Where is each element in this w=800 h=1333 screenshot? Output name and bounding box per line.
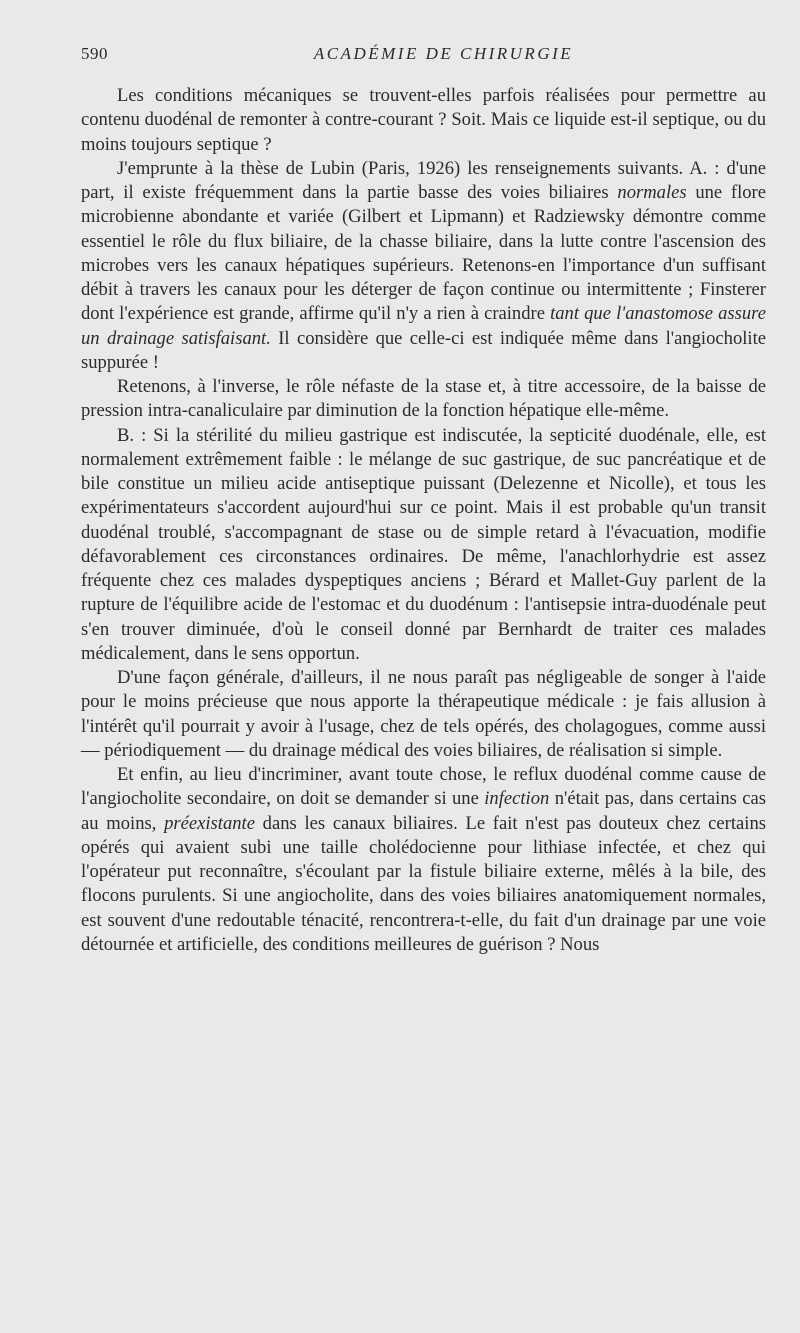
text-run: Et enfin, au lieu d'incriminer, avant toute chose, le reflux duodénal comme cause de l'angiocholite secondaire, on doit se demander si une — [81, 764, 766, 810]
italic-text: normales — [617, 182, 687, 203]
text-run: Retenons, à l'inverse, le rôle néfaste de la stase et, à titre accessoire, de la baisse de pression intra-canaliculaire par diminution de la fonction hépatique elle-même. — [81, 376, 766, 422]
text-run: dans les canaux biliaires. Le fait n'est pas douteux chez certains opérés qui avaient subi une taille cholédocienne pour lithiase infectée, et chez qui l'opérateur put reconnaître, s'écoulant par la fistule biliaire externe, mêlés à la bile, des flocons purulents. Si une angiocholite, dans des voies biliaires anatomiquement normales, est souvent d'une redoutable ténacité, rencontrera-t-elle, du fait d'un drainage par une voie détournée et artificielle, des conditions meilleures de guérison ? Nous — [81, 812, 766, 955]
running-title: ACADÉMIE DE CHIRURGIE — [313, 44, 574, 63]
page-header — [81, 44, 766, 70]
text-run: B. : Si la stérilité du milieu gastrique est indiscutée, la septicité duodénale, elle, est normalement extrêmement faible : le mélange de suc gastrique, de suc pancréatique et de bile constitue un milieu acide antiseptique puissant (Delezenne et Nicolle), et tous les expérimentateurs s'accordent aujourd'hui sur ce point. Mais il est probable qu'un transit duodénal troublé, s'accompagnant de stase ou de simple retard à l'évacuation, modifie défavorablement ces circonstances ordinaires. De même, l'anachlorhydrie est assez fréquente chez ces malades dyspeptiques anciens ; Bérard et Mallet-Guy parlent de la rupture de l'équilibre acide de l'estomac et du duodénum : l'antisepsie intra-duodénale peut s'en trouver diminuée, d'où le conseil donné par Bernhardt de traiter ces malades médicalement, dans le sens opportun. — [81, 424, 766, 664]
paragraph — [81, 666, 766, 763]
text-run: une flore microbienne abondante et variée (Gilbert et Lipmann) et Radziewsky démontre comme essentiel le rôle du flux biliaire, de la chasse biliaire, dans la lutte contre l'ascension des microbes vers les canaux hépatiques supérieurs. Retenons-en l'importance d'un suffisant débit à travers les canaux pour les déterger de façon continue ou intermittente ; Finsterer dont l'expérience est grande, affirme qu'il n'y a rien à craindre — [81, 182, 767, 325]
paragraph — [81, 763, 766, 957]
italic-text: infection — [484, 788, 550, 810]
italic-text: tant que l'anastomose assure un drainage satisfaisant. — [81, 303, 766, 349]
paragraph — [81, 157, 766, 375]
italic-text: préexistante — [164, 812, 255, 834]
text-run: Il considère que celle-ci est indiquée même dans l'angiocholite suppurée ! — [81, 327, 766, 373]
text-run: J'emprunte à la thèse de Lubin (Paris, 1926) les renseignements suivants. A. : d'une part, il existe fréquemment dans la partie basse des voies biliaires — [81, 157, 766, 203]
text-run: D'une façon générale, d'ailleurs, il ne nous paraît pas négligeable de songer à l'aide pour le moins précieuse que nous apporte la thérapeutique médicale : je fais allusion à l'intérêt qu'il pourrait y avoir à l'usage, chez de tels opérés, des cholagogues, comme aussi — périodiquement — du drainage médical des voies biliaires, de réalisation si simple. — [81, 667, 766, 761]
text-run: Les conditions mécaniques se trouvent-elles parfois réalisées pour permettre au contenu duodénal de remonter à contre-courant ? Soit. Mais ce liquide est-il septique, ou du moins toujours septique ? — [81, 85, 766, 155]
paragraph — [81, 84, 766, 157]
paragraph — [81, 375, 766, 424]
text-run: n'était pas, dans certains cas au moins, — [81, 788, 766, 834]
paragraph — [81, 424, 766, 667]
body-text — [81, 84, 766, 957]
page-number: 590 — [81, 44, 108, 63]
